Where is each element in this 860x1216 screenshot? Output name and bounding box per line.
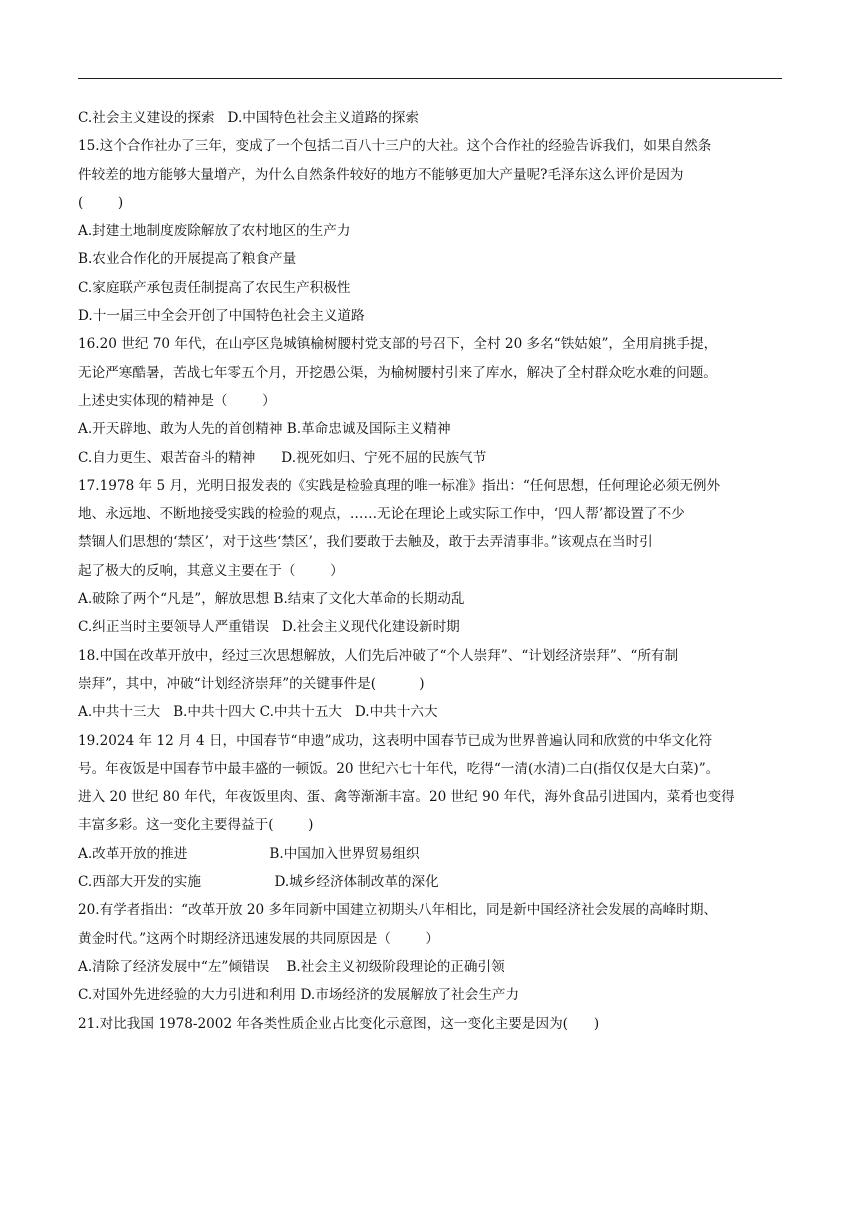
question-15-stem: 15.这个合作社办了三年，变成了一个包括二百八十三户的大社。这个合作社的经验告诉我们，如果自然条 [78,138,712,155]
question-17-stem: 17.1978 年 5 月，光明日报发表的《实践是检验真理的唯一标准》指出：“任何思想，任何理论必须无例外 [78,477,721,494]
question-16-stem: 16.20 世纪 70 年代，在山亭区凫城镇榆树腰村党支部的号召下，全村 20 多名“铁姑娘”，全用肩挑手提， [78,336,718,353]
question-15-option-d: D.十一届三中全会开创了中国特色社会主义道路 [78,308,365,325]
question-15-option-a: A.封建土地制度废除解放了农村地区的生产力 [78,223,351,240]
question-17-stem: 地、永远地、不断地接受实践的检验的观点，……无论在理论上或实际工作中，‘四人帮’都设置了不少 [78,506,685,523]
question-19-stem: 进入 20 世纪 80 年代，年夜饭里肉、蛋、禽等渐渐丰富。20 世纪 90 年代，海外食品引进国内，菜肴也变得 [78,789,735,806]
question-15-option-c: C.家庭联产承包责任制提高了农民生产积极性 [78,279,351,296]
question-19-options-ab: A.改革开放的推进 B.中国加入世界贸易组织 [78,845,420,862]
header-divider [78,78,782,79]
question-20-stem: 20.有学者指出：“改革开放 20 多年同新中国建立初期头八年相比，同是新中国经济社会发展的高峰时期、 [78,902,718,919]
question-20-options-ab: A.清除了经济发展中“左”倾错误 B.社会主义初级阶段理论的正确引领 [78,958,505,975]
question-18-stem: 崇拜”，其中，冲破“计划经济崇拜”的关键事件是( ) [78,675,425,692]
question-15-blank: ( ) [78,194,124,211]
question-17-options-ab: A.破除了两个“凡是”，解放思想 B.结束了文化大革命的长期动乱 [78,591,465,608]
question-19-stem: 号。年夜饭是中国春节中最丰盛的一顿饭。20 世纪六七十年代，吃得“一清(水清)二白(指仅仅是大白菜)”。 [78,760,720,777]
question-19-options-cd: C.西部大开发的实施 D.城乡经济体制改革的深化 [78,874,439,891]
question-16-options-cd: C.自力更生、艰苦奋斗的精神 D.视死如归、宁死不屈的民族气节 [78,449,487,466]
question-16-stem: 上述史实体现的精神是（ ） [78,392,276,409]
question-17-stem: 起了极大的反响，其意义主要在于（ ） [78,562,344,579]
question-16-stem: 无论严寒酷暑，苦战七年零五个月，开挖愚公渠，为榆树腰村引来了库水，解决了全村群众吃水难的问题。 [78,364,717,381]
question-15-option-b: B.农业合作化的开展提高了粮食产量 [78,251,297,268]
question-21-stem: 21.对比我国 1978-2002 年各类性质企业占比变化示意图，这一变化主要是因为( ) [78,1015,600,1032]
question-20-stem: 黄金时代。”这两个时期经济迅速发展的共同原因是（ ） [78,930,439,947]
question-17-options-cd: C.纠正当时主要领导人严重错误 D.社会主义现代化建设新时期 [78,619,460,636]
question-19-stem: 19.2024 年 12 月 4 日，中国春节“申遗”成功，这表明中国春节已成为世界普遍认同和欣赏的中华文化符 [78,732,713,749]
question-18-options: A.中共十三大 B.中共十四大 C.中共十五大 D.中共十六大 [78,704,438,721]
question-20-options-cd: C.对国外先进经验的大力引进和利用 D.市场经济的发展解放了社会生产力 [78,987,520,1004]
question-17-stem: 禁锢人们思想的‘禁区’，对于这些‘禁区’，我们要敢于去触及，敢于去弄清事非。”该观点在当时引 [78,534,653,551]
question-16-options-ab: A.开天辟地、敢为人先的首创精神 B.革命忠诚及国际主义精神 [78,421,451,438]
question-text-block [78,104,784,1038]
question-19-stem: 丰富多彩。这一变化主要得益于( ) [78,817,314,834]
question-15-stem: 件较差的地方能够大量增产，为什么自然条件较好的地方不能够更加大产量呢?毛泽东这么评价是因为 [78,166,684,183]
option-line-14cd: C.社会主义建设的探索 D.中国特色社会主义道路的探索 [78,110,419,126]
question-18-stem: 18.中国在改革开放中，经过三次思想解放，人们先后冲破了“个人崇拜”、“计划经济崇拜”、“所有制 [78,647,679,664]
